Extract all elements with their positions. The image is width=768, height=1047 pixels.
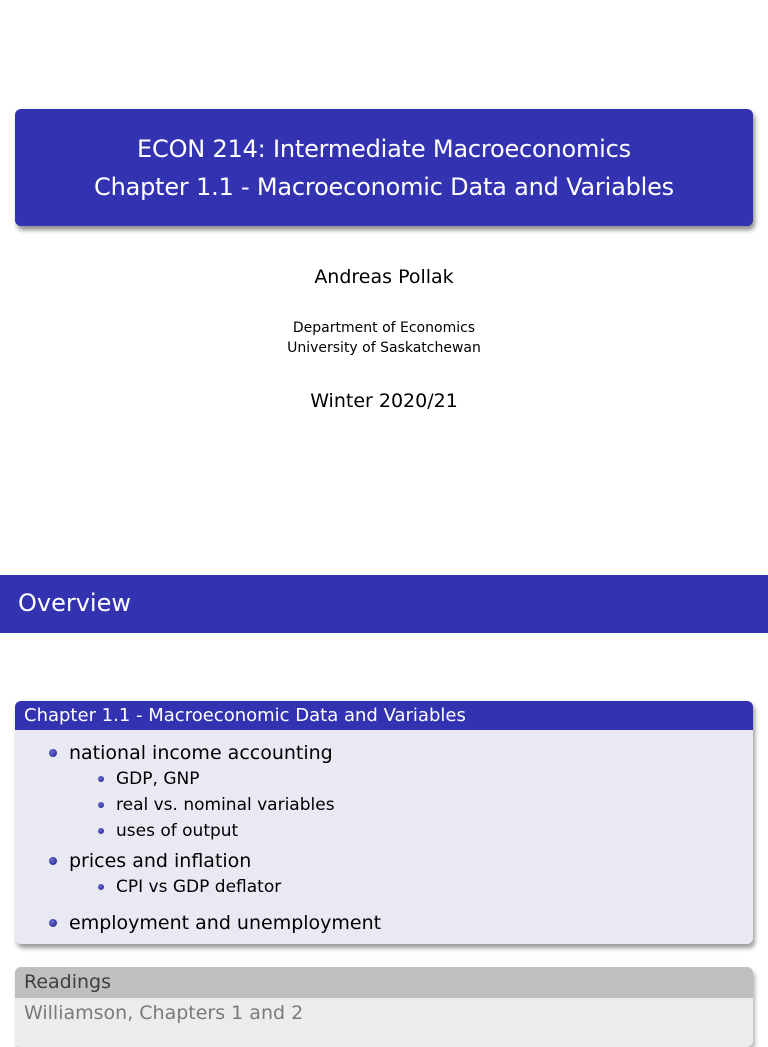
chapter-block (15, 701, 753, 944)
list-item (15, 910, 753, 936)
sub-list-item (15, 792, 753, 818)
bullet-icon (49, 919, 57, 927)
list-item-label: prices and inflation (69, 850, 252, 872)
block-title: Chapter 1.1 - Macroeconomic Data and Variables (15, 701, 753, 730)
institution (0, 318, 768, 358)
sub-list-item-label: CPI vs GDP deflator (116, 877, 282, 897)
title-line-2: Chapter 1.1 - Macroeconomic Data and Variables (94, 172, 674, 201)
frame-title: Overview (18, 589, 131, 617)
sub-list-item (15, 874, 753, 900)
sub-list-item (15, 818, 753, 844)
list-item-label: employment and unemployment (69, 912, 382, 934)
block-body (15, 730, 753, 936)
list-item (15, 848, 753, 874)
author: Andreas Pollak (314, 266, 454, 288)
bullet-icon (98, 884, 104, 890)
title-line-1: ECON 214: Intermediate Macroeconomics (137, 134, 631, 163)
bullet-icon (49, 857, 57, 865)
readings-title: Readings (15, 967, 753, 998)
list-item (15, 740, 753, 766)
sub-list-item-label: uses of output (116, 821, 239, 841)
department: Department of Economics (292, 320, 476, 336)
list-item-label: national income accounting (69, 742, 333, 764)
sub-list-item-label: GDP, GNP (116, 769, 200, 789)
bullet-icon (98, 802, 104, 808)
sub-list-item-label: real vs. nominal variables (116, 795, 335, 815)
readings-block (15, 967, 753, 1047)
readings-text: Williamson, Chapters 1 and 2 (24, 1002, 304, 1024)
bullet-icon (98, 828, 104, 834)
bullet-icon (49, 749, 57, 757)
university: University of Saskatchewan (287, 340, 481, 356)
bullet-icon (98, 776, 104, 782)
date: Winter 2020/21 (310, 390, 458, 412)
title-box (15, 109, 753, 226)
sub-list-item (15, 766, 753, 792)
frame-title-bar (0, 575, 768, 633)
